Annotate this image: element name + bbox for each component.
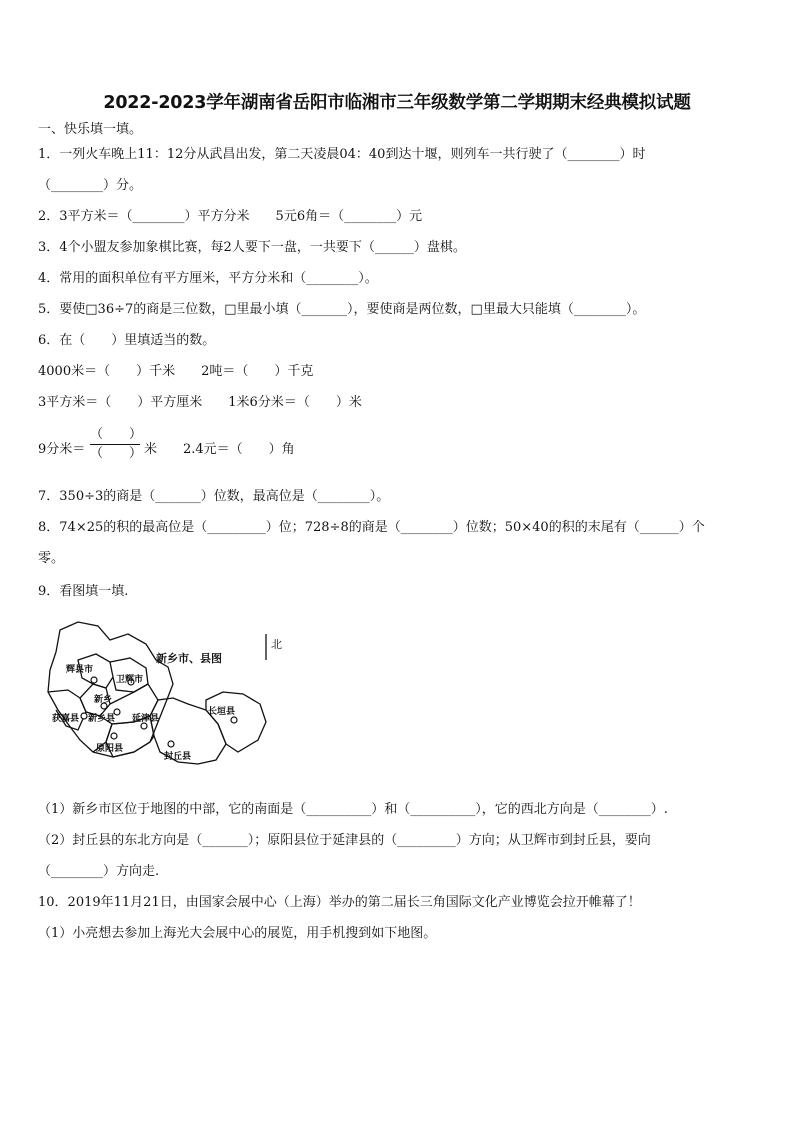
question-10: 10．2019年11月21日，由国家会展中心（上海）举办的第二届长三角国际文化产业博览会拉开帷幕了！ [38, 895, 641, 910]
question-10-1: （1）小亮想去参加上海光大会展中心的展览，用手机搜到如下地图。 [38, 926, 437, 941]
map-label-huojia: 获嘉县 [52, 714, 80, 724]
question-8-line-2: 零。 [38, 551, 65, 566]
question-9-2-line-1: （2）封丘县的东北方向是（_______）；原阳县位于延津县的（_________）方向；从卫辉市到封丘县，要向 [38, 833, 651, 848]
map-label-xinxiang: 新乡 [94, 695, 113, 705]
question-1-line-1: 1．一列火车晚上11：12分从武昌出发，第二天凌晨04：40到达十堰，则列车一共行驶了（________）时 [38, 147, 646, 162]
question-6-row-3-right: 米 2.4元＝（ ）角 [144, 442, 295, 457]
map-label-weihui: 卫辉市 [116, 675, 144, 685]
question-9: 9．看图填一填. [38, 584, 129, 599]
map-label-changyuan: 长垣县 [208, 707, 236, 717]
question-5: 5．要使□36÷7的商是三位数，□里最小填（_______），要使商是两位数，□里最大只能填（________）。 [38, 302, 646, 317]
map-title: 新乡市、县图 [156, 652, 222, 665]
map-north-label: 北 [271, 638, 282, 651]
question-6-row-2: 3平方米＝（ ）平方厘米 1米6分米＝（ ）米 [38, 395, 362, 410]
question-3: 3．4个小盟友参加象棋比赛，每2人要下一盘，一共要下（______）盘棋。 [38, 240, 466, 255]
map-label-yanjin: 延津县 [132, 714, 160, 724]
xinxiang-map [38, 612, 298, 777]
map-label-fengqiu: 封丘县 [164, 752, 192, 762]
fraction-numerator: （ ） [90, 426, 140, 445]
question-6-intro: 6．在（ ）里填适当的数。 [38, 333, 216, 348]
question-4: 4．常用的面积单位有平方厘米，平方分米和（________）。 [38, 271, 378, 286]
map-label-huixian: 辉县市 [66, 665, 94, 675]
page-title: 2022-2023学年湖南省岳阳市临湘市三年级数学第二学期期末经典模拟试题 [103, 93, 691, 113]
fraction-denominator: （ ） [90, 446, 143, 461]
question-1-line-2: （________）分。 [38, 178, 143, 193]
question-6-row-1: 4000米＝（ ）千米 2吨＝（ ）千克 [38, 364, 314, 379]
question-2: 2．3平方米＝（________）平方分米 5元6角＝（________）元 [38, 209, 423, 224]
section-heading: 一、快乐填一填。 [38, 122, 143, 137]
question-7: 7．350÷3的商是（_______）位数，最高位是（________）。 [38, 489, 390, 504]
map-label-xinxiang-county: 新乡县 [88, 714, 116, 724]
fraction-blank [90, 426, 143, 463]
question-6-row-3-left: 9分米＝ [38, 442, 86, 457]
question-8-line-1: 8．74×25的积的最高位是（_________）位；728÷8的商是（________）位数；50×40的积的末尾有（______）个 [38, 520, 705, 535]
question-9-1: （1）新乡市区位于地图的中部，它的南面是（__________）和（__________），它的西北方向是（________）. [38, 802, 668, 817]
question-9-2-line-2: （________）方向走. [38, 864, 160, 879]
map-label-yuanyang: 原阳县 [96, 744, 124, 754]
